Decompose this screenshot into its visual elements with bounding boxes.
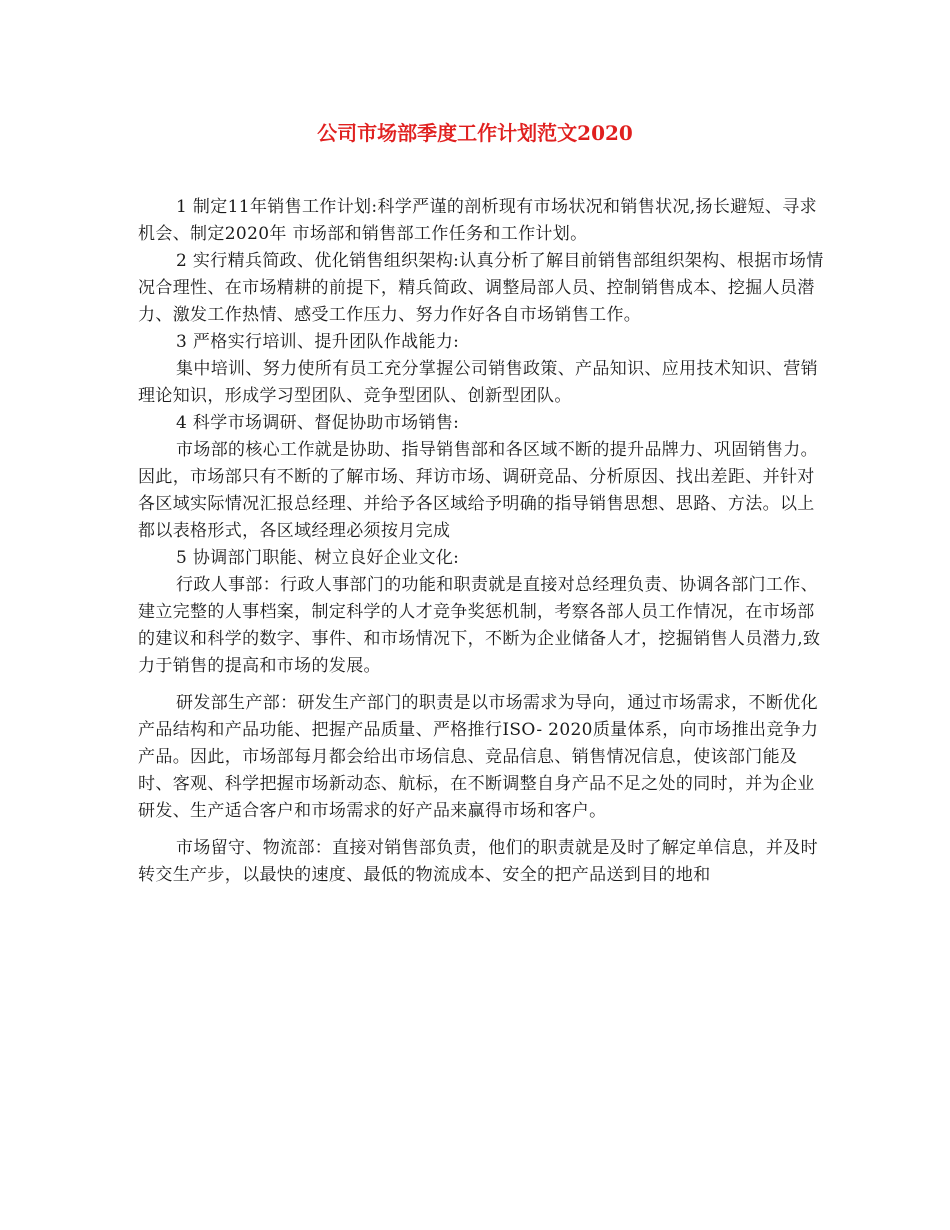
paragraph-spacer <box>138 825 828 835</box>
paragraph-item-3-body: 集中培训、努力使所有员工充分掌握公司销售政策、产品知识、应用技术知识、营销理论知识，形成学习型团队、竞争型团队、创新型团队。 <box>138 359 818 406</box>
paragraph-item-4-heading: 4 科学市场调研、督促协助市场销售: <box>176 413 460 433</box>
document-body <box>138 194 828 889</box>
paragraph-item-5-heading: 5 协调部门职能、树立良好企业文化: <box>176 548 460 568</box>
paragraph-spacer <box>138 680 828 690</box>
paragraph-rd-production: 研发部生产部：研发生产部门的职责是以市场需求为导向，通过市场需求，不断优化产品结构和产品功能、把握产品质量、严格推行ISO- 2020质量体系，向市场推出竞争力产品。因此，市场部每月都会给出市场信息、竞品信息、销售情况信息，使该部门能及时、客观、科学把握市场新动态、航标，在不断调整自身产品不足之处的同时，并为企业研发、生产适合客户和市场需求的好产品来赢得市场和客户。 <box>138 693 819 821</box>
paragraph-hr-department: 行政人事部：行政人事部门的功能和职责就是直接对总经理负责、协调各部门工作、建立完整的人事档案，制定科学的人才竞争奖惩机制，考察各部人员工作情况，在市场部的建议和科学的数字、事件、和市场情况下，不断为企业储备人才，挖掘销售人员潜力,致力于销售的提高和市场的发展。 <box>138 575 821 676</box>
paragraph-item-4-body: 市场部的核心工作就是协助、指导销售部和各区域不断的提升品牌力、巩固销售力。因此，市场部只有不断的了解市场、拜访市场、调研竞品、分析原因、找出差距、并针对各区域实际情况汇报总经理、并给予各区域给予明确的指导销售思想、思路、方法。以上都以表格形式，各区域经理必须按月完成 <box>138 440 818 541</box>
paragraph-item-3-heading: 3 严格实行培训、提升团队作战能力: <box>176 332 460 352</box>
paragraph-logistics: 市场留守、物流部：直接对销售部负责，他们的职责就是及时了解定单信息，并及时转交生产步，以最快的速度、最低的物流成本、安全的把产品送到目的地和 <box>138 838 818 885</box>
paragraph-item-1: 1 制定11年销售工作计划:科学严谨的剖析现有市场状况和销售状况,扬长避短、寻求机会、制定2020年 市场部和销售部工作任务和工作计划。 <box>138 197 817 244</box>
document-title: 公司市场部季度工作计划范文2020 <box>317 121 633 145</box>
paragraph-item-2: 2 实行精兵简政、优化销售组织架构:认真分析了解目前销售部组织架构、根据市场情况合理性、在市场精耕的前提下，精兵简政、调整局部人员、控制销售成本、挖掘人员潜力、激发工作热情、感受工作压力、努力作好各自市场销售工作。 <box>138 251 824 325</box>
